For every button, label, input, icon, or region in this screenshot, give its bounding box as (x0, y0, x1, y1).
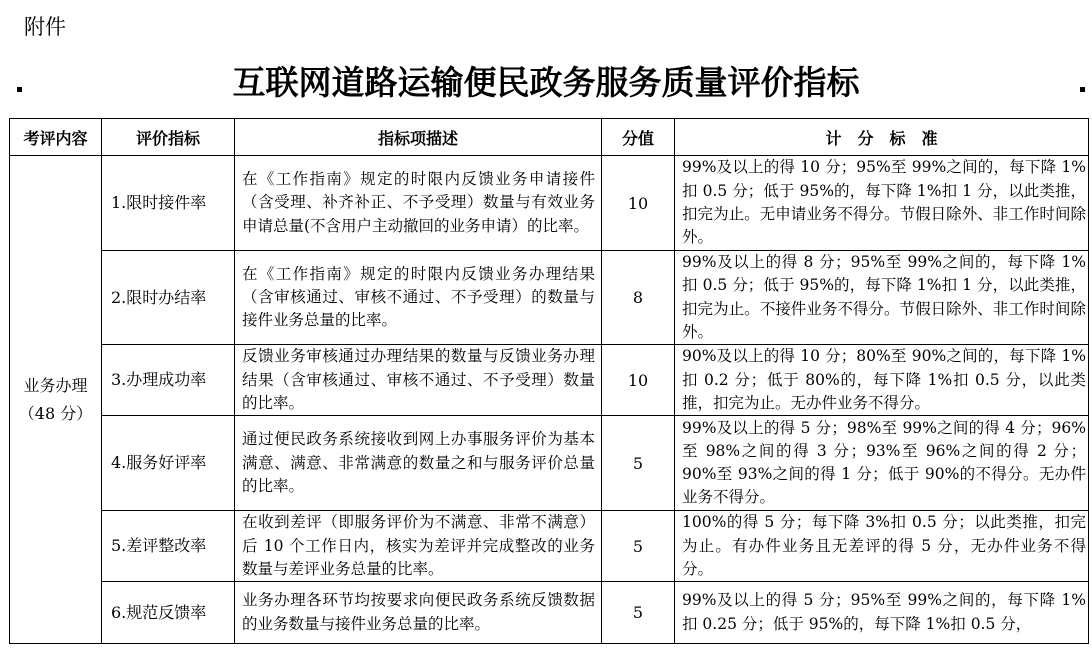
score-cell: 5 (602, 416, 675, 511)
document-title: 互联网道路运输便民政务服务质量评价指标 (232, 63, 860, 102)
indicator-cell: 2.限时办结率 (102, 251, 235, 345)
table-row (10, 582, 1089, 644)
header-description: 指标项描述 (235, 119, 602, 156)
description-cell: 在《工作指南》规定的时限内反馈业务申请接件（含受理、补齐补正、不予受理）数量与有效业务申请总量(不含用户主动撤回的业务申请）的比率。 (235, 156, 602, 251)
table-row (10, 416, 1089, 511)
description-cell: 通过便民政务系统接收到网上办事服务评价为基本满意、满意、非常满意的数量之和与服务评价总量的比率。 (235, 416, 602, 511)
description-cell: 反馈业务审核通过办理结果的数量与反馈业务办理结果（含审核通过、审核不通过、不予受理）数量的比率。 (235, 345, 602, 416)
header-standard: 计 分 标 准 (675, 119, 1089, 156)
score-cell: 5 (602, 511, 675, 582)
evaluation-table (9, 118, 1089, 644)
category-points: （48 分） (18, 403, 93, 423)
description-cell: 业务办理各环节均按要求向便民政务系统反馈数据的业务数量与接件业务总量的比率。 (235, 582, 602, 644)
attachment-label: 附件 (24, 15, 66, 39)
standard-cell: 100%的得 5 分；每下降 3%扣 0.5 分；以此类推，扣完为止。有办件业务且无差评的得 5 分，无办件业务不得分。 (675, 511, 1089, 582)
indicator-cell: 6.规范反馈率 (102, 582, 235, 644)
indicator-cell: 4.服务好评率 (102, 416, 235, 511)
header-score: 分值 (602, 119, 675, 156)
standard-cell: 99%及以上的得 10 分；95%至 99%之间的，每下降 1%扣 0.5 分；低于 95%的，每下降 1%扣 1 分，以此类推，扣完为止。无申请业务不得分。节假日除外、非工作时间除外。 (675, 156, 1089, 251)
table-row (10, 156, 1089, 251)
score-cell: 10 (602, 156, 675, 251)
table-row (10, 511, 1089, 582)
indicator-cell: 1.限时接件率 (102, 156, 235, 251)
score-cell: 5 (602, 582, 675, 644)
header-category: 考评内容 (10, 119, 102, 156)
table-row (10, 345, 1089, 416)
standard-cell: 99%及以上的得 5 分；98%至 99%之间的得 4 分；96%至 98%之间的得 3 分；93%至 96%之间的得 2 分；90%至 93%之间的得 1 分；低于 90%的不得分。无办件业务不得分。 (675, 416, 1089, 511)
indicator-cell: 5.差评整改率 (102, 511, 235, 582)
standard-cell: 99%及以上的得 5 分；95%至 99%之间的，每下降 1%扣 0.25 分；低于 95%的，每下降 1%扣 0.5 分， (675, 582, 1089, 644)
standard-cell: 99%及以上的得 8 分；95%至 99%之间的，每下降 1%扣 0.5 分；低于 95%的，每下降 1%扣 1 分，以此类推，扣完为止。不接件业务不得分。节假日除外、非工作时间除外。 (675, 251, 1089, 345)
table-header-row (10, 119, 1089, 156)
indicator-cell: 3.办理成功率 (102, 345, 235, 416)
description-cell: 在收到差评（即服务评价为不满意、非常不满意）后 10 个工作日内，核实为差评并完成整改的业务数量与差评业务总量的比率。 (235, 511, 602, 582)
category-name: 业务办理 (23, 375, 88, 395)
table-row (10, 251, 1089, 345)
standard-cell: 90%及以上的得 10 分；80%至 90%之间的，每下降 1%扣 0.2 分；低于 80%的，每下降 1%扣 0.5 分，以此类推，扣完为止。无办件业务不得分。 (675, 345, 1089, 416)
description-cell: 在《工作指南》规定的时限内反馈业务办理结果（含审核通过、审核不通过、不予受理）的数量与接件业务总量的比率。 (235, 251, 602, 345)
score-cell: 8 (602, 251, 675, 345)
score-cell: 10 (602, 345, 675, 416)
header-indicator: 评价指标 (102, 119, 235, 156)
category-cell (10, 156, 102, 644)
